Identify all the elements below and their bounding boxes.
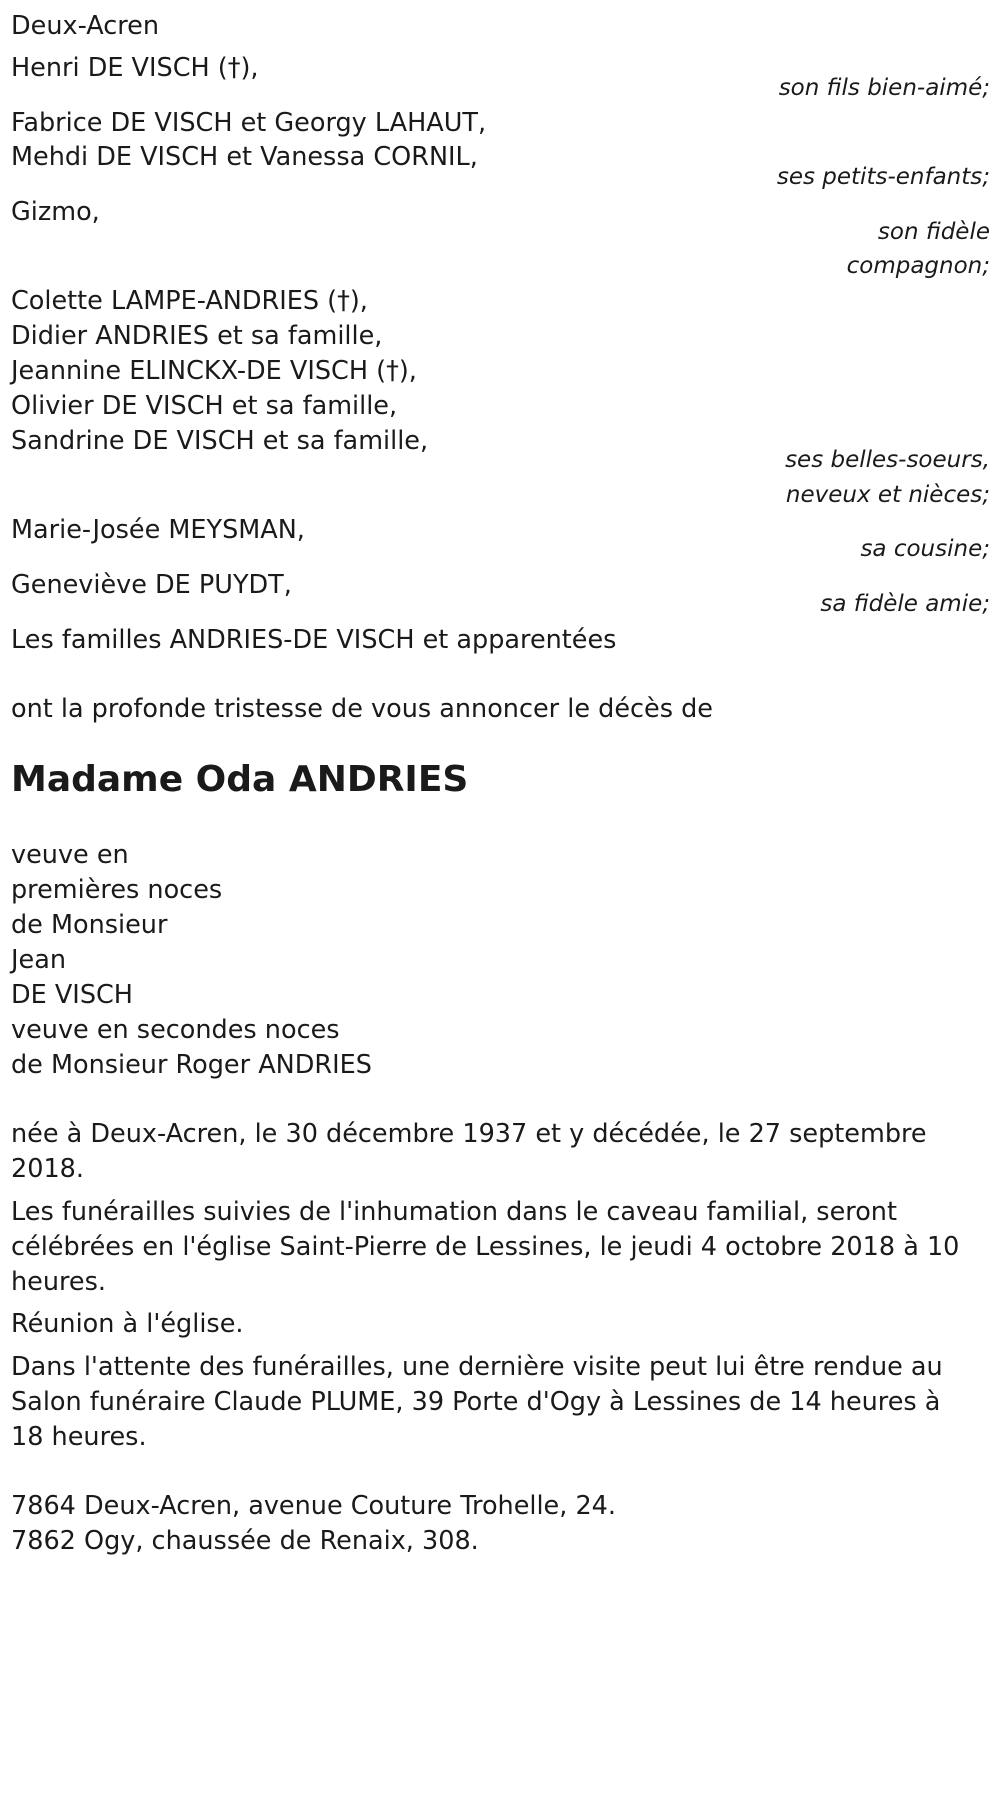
funeral-line: Les funérailles suivies de l'inhumation dans le caveau familial, seront xyxy=(11,1197,897,1227)
widow-line: de Monsieur Roger ANDRIES xyxy=(11,1050,372,1080)
visit-line: 18 heures. xyxy=(11,1422,147,1452)
widow-line: veuve en secondes noces xyxy=(11,1015,340,1045)
family-name-line: Les familles ANDRIES-DE VISCH et apparentées xyxy=(11,625,617,655)
relation-label: sa cousine; xyxy=(860,536,990,562)
relation-label: son fils bien-aimé; xyxy=(778,75,990,101)
visit-line: Dans l'attente des funérailles, une dernière visite peut lui être rendue au xyxy=(11,1352,943,1382)
family-name-line: Didier ANDRIES et sa famille, xyxy=(11,321,383,351)
widow-line: veuve en xyxy=(11,840,129,870)
meeting-line: Réunion à l'église. xyxy=(11,1309,244,1339)
funeral-line: heures. xyxy=(11,1267,107,1297)
deceased-name: Madame Oda ANDRIES xyxy=(11,759,469,800)
widow-line: Jean xyxy=(11,945,66,975)
relation-label: sa fidèle amie; xyxy=(820,591,990,617)
relation-label: ses belles-soeurs, xyxy=(785,447,990,473)
widow-line: premières noces xyxy=(11,875,223,905)
birth-death-line: 2018. xyxy=(11,1154,85,1184)
address-line: 7864 Deux-Acren, avenue Couture Trohelle, 24. xyxy=(11,1491,617,1521)
relation-label: compagnon; xyxy=(846,253,990,279)
widow-line: DE VISCH xyxy=(11,980,133,1010)
family-name-line: Colette LAMPE-ANDRIES (†), xyxy=(11,286,368,316)
place-heading: Deux-Acren xyxy=(11,11,160,41)
relation-label: son fidèle xyxy=(877,219,990,245)
birth-death-line: née à Deux-Acren, le 30 décembre 1937 et y décédée, le 27 septembre xyxy=(11,1119,927,1149)
widow-line: de Monsieur xyxy=(11,910,168,940)
family-name-line: Gizmo, xyxy=(11,197,100,227)
family-name-line: Jeannine ELINCKX-DE VISCH (†), xyxy=(11,356,417,386)
family-name-line: Sandrine DE VISCH et sa famille, xyxy=(11,426,429,456)
address-line: 7862 Ogy, chaussée de Renaix, 308. xyxy=(11,1526,479,1556)
relation-label: neveux et nièces; xyxy=(785,482,990,508)
relation-label: ses petits-enfants; xyxy=(776,164,990,190)
funeral-line: célébrées en l'église Saint-Pierre de Lessines, le jeudi 4 octobre 2018 à 10 xyxy=(11,1232,960,1262)
visit-line: Salon funéraire Claude PLUME, 39 Porte d'Ogy à Lessines de 14 heures à xyxy=(11,1387,941,1417)
family-name-line: Olivier DE VISCH et sa famille, xyxy=(11,391,398,421)
family-name-line: Marie-Josée MEYSMAN, xyxy=(11,515,305,545)
family-name-line: Mehdi DE VISCH et Vanessa CORNIL, xyxy=(11,142,478,172)
family-name-line: Henri DE VISCH (†), xyxy=(11,53,259,83)
family-name-line: Fabrice DE VISCH et Georgy LAHAUT, xyxy=(11,108,487,138)
family-name-line: Geneviève DE PUYDT, xyxy=(11,570,292,600)
announcement-text: ont la profonde tristesse de vous annoncer le décès de xyxy=(11,694,713,724)
